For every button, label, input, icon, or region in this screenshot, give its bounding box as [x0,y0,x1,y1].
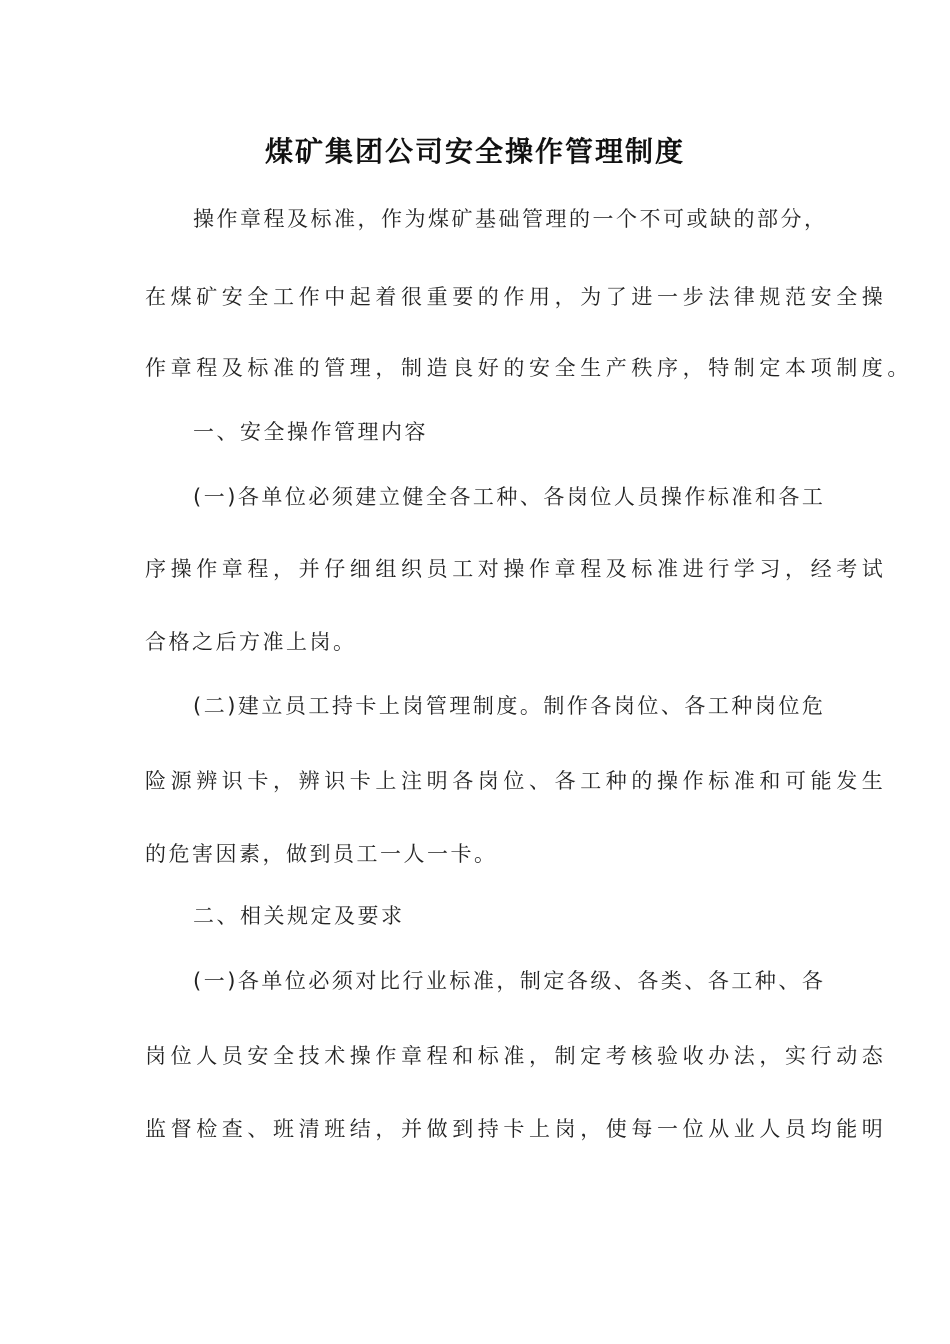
paragraph-line: 序操作章程，并仔细组织员工对操作章程及标准进行学习，经考试 [145,557,888,581]
paragraph-line: 险源辨识卡，辨识卡上注明各岗位、各工种的操作标准和可能发生 [145,769,888,793]
section-heading: 二、相关规定及要求 [193,904,405,928]
paragraph-line: 在煤矿安全工作中起着很重要的作用，为了进一步法律规范安全操 [145,285,888,309]
paragraph-line: (一)各单位必须对比行业标准，制定各级、各类、各工种、各 [193,969,826,993]
section-heading: 一、安全操作管理内容 [193,420,428,444]
paragraph-line: 监督检查、班清班结，并做到持卡上岗，使每一位从业人员均能明 [145,1117,888,1141]
paragraph-line: 合格之后方准上岗。 [145,630,357,654]
paragraph-line: 的危害因素，做到员工一人一卡。 [145,842,498,866]
paragraph-line: (一)各单位必须建立健全各工种、各岗位人员操作标准和各工 [193,485,826,509]
document-title: 煤矿集团公司安全操作管理制度 [264,135,685,168]
paragraph-line: 作章程及标准的管理，制造良好的安全生产秩序，特制定本项制度。 [145,356,913,380]
paragraph-line: (二)建立员工持卡上岗管理制度。制作各岗位、各工种岗位危 [193,694,826,718]
paragraph-line: 操作章程及标准，作为煤矿基础管理的一个不可或缺的部分， [193,207,828,231]
paragraph-line: 岗位人员安全技术操作章程和标准，制定考核验收办法，实行动态 [145,1044,888,1068]
